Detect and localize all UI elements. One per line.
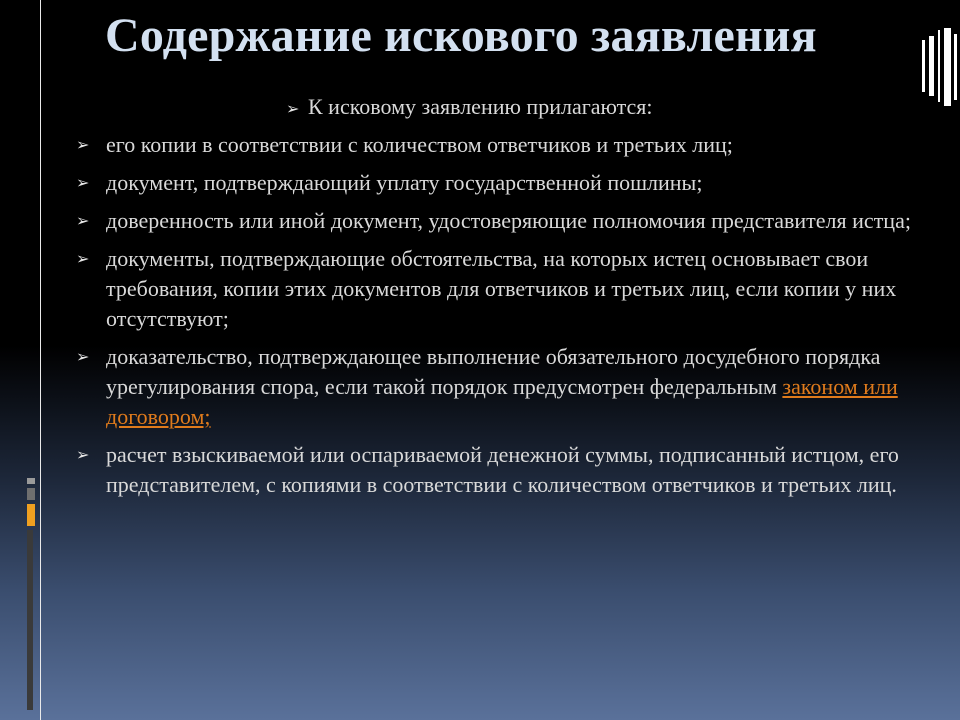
- arrow-bullet-icon: ➢: [76, 347, 90, 366]
- left-deco-bar-4: [27, 530, 33, 710]
- list-item: [76, 130, 956, 160]
- list-item-text: его копии в соответствии с количеством ответчиков и третьих лиц;: [106, 132, 733, 157]
- right-deco-bar-3: [938, 30, 940, 102]
- right-deco-bar-2: [929, 36, 934, 96]
- right-deco-bar-5: [954, 34, 957, 100]
- left-margin-line: [0, 0, 41, 720]
- list-item-text: документы, подтверждающие обстоятельства, на которых истец основывает свои требования, копии этих документов для ответчиков и третьих лиц, если копии у них отсутствуют;: [106, 246, 897, 331]
- arrow-bullet-icon: ➢: [76, 173, 90, 192]
- list-item: [76, 244, 956, 334]
- list-item: [76, 206, 956, 236]
- left-deco-bar-2: [27, 488, 35, 500]
- attachments-list: [76, 130, 956, 508]
- slide-title: Содержание искового заявления: [105, 9, 817, 62]
- arrow-bullet-icon: ➢: [76, 249, 90, 268]
- law-or-contract-link[interactable]: законом или договором;: [106, 374, 898, 429]
- intro-text: К исковому заявлению прилагаются:: [308, 94, 653, 119]
- list-item: [76, 168, 956, 198]
- arrow-bullet-icon: ➢: [76, 135, 90, 154]
- list-item: [76, 342, 956, 432]
- left-deco-bar-1: [27, 478, 35, 484]
- list-item: [76, 440, 956, 500]
- list-item-text: расчет взыскиваемой или оспариваемой денежной суммы, подписанный истцом, его представителем, с копиями в соответствии с количеством ответчиков и третьих лиц.: [106, 442, 899, 497]
- arrow-bullet-icon: ➢: [76, 445, 90, 464]
- right-deco-bar-4: [944, 28, 951, 106]
- right-deco-bar-1: [922, 40, 925, 92]
- list-item-text: документ, подтверждающий уплату государственной пошлины;: [106, 170, 703, 195]
- intro-line: [286, 94, 653, 120]
- left-deco-bar-3: [27, 504, 35, 526]
- list-item-text: доказательство, подтверждающее выполнение обязательного досудебного порядка урегулирования спора, если такой порядок предусмотрен федеральным: [106, 344, 881, 399]
- list-item-text: доверенность или иной документ, удостоверяющие полномочия представителя истца;: [106, 208, 911, 233]
- arrow-bullet-icon: ➢: [76, 211, 90, 230]
- arrow-bullet-icon: ➢: [286, 99, 300, 118]
